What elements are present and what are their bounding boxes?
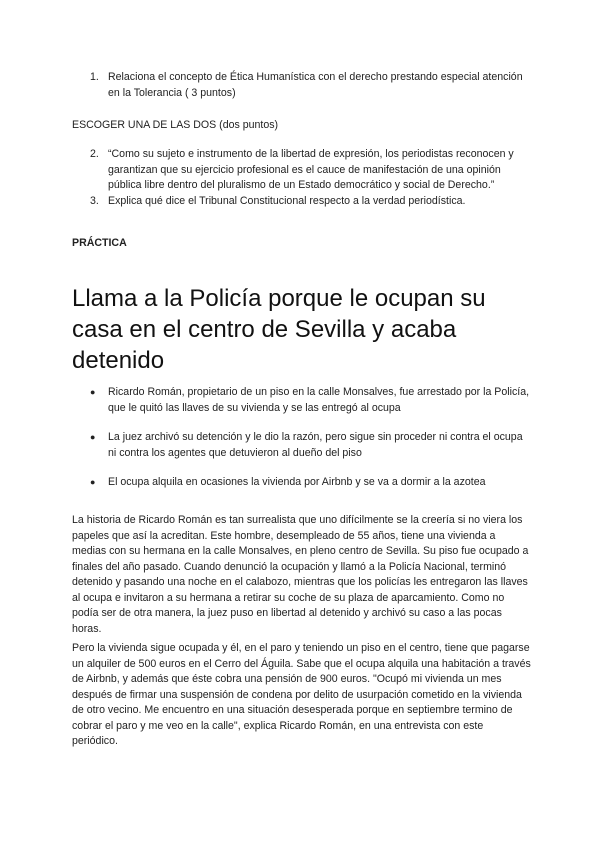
practica-label: PRÁCTICA [72, 237, 127, 249]
article-bullets [90, 385, 530, 491]
question-item-1 [90, 70, 530, 101]
question-item-2 [90, 147, 530, 194]
question-text: “Como su sujeto e instrumento de la libertad de expresión, los periodistas reconocen y garantizan que su ejercicio profesional es el cauce de manifestación de una opinión pública libre dentro del pluralismo de un Estado democrático y social de Derecho.” [108, 148, 514, 191]
question-number: 2. [90, 148, 99, 160]
bullet-dot-icon: ● [90, 477, 96, 487]
bullet-text: Ricardo Román, propietario de un piso en la calle Monsalves, fue arrestado por la Policía, que le quitó las llaves de su vivienda y se las entregó al ocupa [108, 386, 530, 414]
question-text: Explica qué dice el Tribunal Constitucional respecto a la verdad periodística. [108, 194, 466, 207]
question-item-3 [90, 194, 530, 210]
bullet-text: La juez archivó su detención y le dio la razón, pero sigue sin proceder ni contra el ocupa ni contra los agentes que detuvieron al dueño del piso [108, 431, 523, 459]
question-text: Relaciona el concepto de Ética Humanística con el derecho prestando especial atención en la Tolerancia ( 3 puntos) [108, 71, 523, 99]
bullet-dot-icon: ● [90, 432, 96, 442]
article-paragraph-1: La historia de Ricardo Román es tan surrealista que uno difícilmente se la creería si no viera los papeles que así la acreditan. Este hombre, desempleado de 55 años, tiene una vivienda a medias con su hermana en la calle Monsalves, en pleno centro de Sevilla. Su piso fue ocupado a finales del año pasado. Cuando denunció la ocupación y llamó a la Policía Nacional, terminó detenido y pasando una noche en el calabozo, mientras que los policías les entregaron las llaves al ocupa e invitaron a su hermana a retirar su coche de su plaza de aparcamiento. Como no podía ser de otra manera, la juez puso en libertad al detenido y archivó su caso a las pocas horas. [72, 514, 529, 635]
bullet-item [90, 475, 530, 491]
question-list-choice [90, 147, 530, 209]
question-list-top [90, 70, 530, 101]
article-paragraph-2: Pero la vivienda sigue ocupada y él, en el paro y teniendo un piso en el centro, tiene que pagarse un alquiler de 500 euros en el Cerro del Águila. Sabe que el ocupa alquila una habitación a través de Airbnb, y además que éste cobra una pensión de 900 euros. "Ocupó mi vivienda un mes después de firmar una suspensión de condena por delito de usurpación cometido en la vivienda de otro vecino. Me encuentro en una situación desesperada porque en septiembre termino de cobrar el paro y me veo en la calle", explica Ricardo Román, en una entrevista con este periódico. [72, 642, 531, 747]
bullet-text: El ocupa alquila en ocasiones la vivienda por Airbnb y se va a dormir a la azotea [108, 476, 486, 488]
choose-label: ESCOGER UNA DE LAS DOS (dos puntos) [72, 119, 279, 131]
question-number: 1. [90, 71, 99, 83]
bullet-item [90, 385, 530, 416]
question-number: 3. [90, 194, 99, 207]
bullet-dot-icon: ● [90, 387, 96, 397]
article-headline: Llama a la Policía porque le ocupan su casa en el centro de Sevilla y acaba detenido [72, 285, 486, 374]
bullet-item [90, 430, 530, 461]
